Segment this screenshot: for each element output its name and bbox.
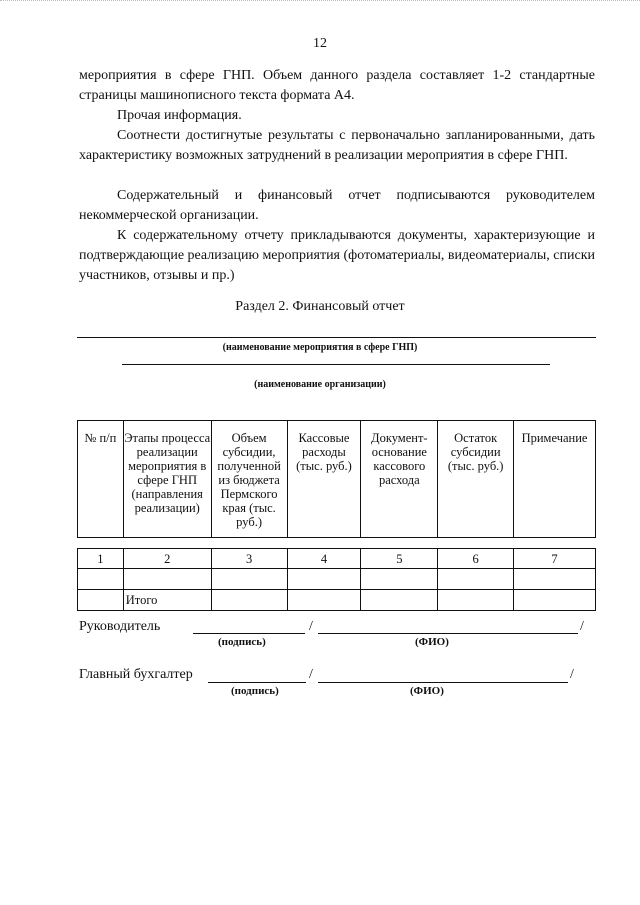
table-header-row: [78, 421, 596, 538]
head-name-line: [318, 633, 578, 634]
column-number-cell: 3: [211, 549, 287, 569]
accountant-name-line: [318, 682, 568, 683]
table-number-row: [78, 549, 596, 569]
header-subsidy: Объем субсидии, полученной из бюджета Пермского края (тыс. руб.): [211, 421, 287, 538]
org-name-line: [122, 364, 550, 365]
accountant-label: Главный бухгалтер: [79, 667, 193, 682]
paragraph-continuation: мероприятия в сфере ГНП. Объем данного раздела составляет 1-2 стандартные страницы машинописного текста формата А4.: [79, 68, 595, 103]
event-name-line: [77, 337, 596, 338]
total-label: Итого: [123, 590, 211, 611]
accountant-signature-line: [208, 682, 306, 683]
column-number-cell: 6: [438, 549, 514, 569]
accountant-end-slash: /: [570, 667, 574, 682]
accountant-signature-caption: (подпись): [231, 685, 279, 697]
head-name-caption: (ФИО): [415, 636, 449, 648]
header-cash-expenses: Кассовые расходы (тыс. руб.): [287, 421, 361, 538]
header-number: № п/п: [78, 421, 124, 538]
paragraph-other-info: Прочая информация.: [117, 108, 242, 123]
head-label: Руководитель: [79, 619, 161, 634]
section-title: Раздел 2. Финансовый отчет: [235, 299, 405, 314]
head-end-slash: /: [580, 619, 584, 634]
head-signature-caption: (подпись): [218, 636, 266, 648]
table-row: [78, 569, 596, 590]
table-total-row: [78, 590, 596, 611]
accountant-name-caption: (ФИО): [410, 685, 444, 697]
head-separator: /: [309, 619, 313, 634]
event-name-caption: (наименование мероприятия в сфере ГНП): [222, 342, 418, 353]
header-balance: Остаток субсидии (тыс. руб.): [438, 421, 514, 538]
header-document: Документ-основание кассового расхода: [361, 421, 438, 538]
column-number-cell: 4: [287, 549, 361, 569]
org-name-caption: (наименование организации): [254, 379, 386, 390]
column-number-cell: 1: [78, 549, 124, 569]
scan-top-edge: [0, 0, 640, 4]
header-stages: Этапы процесса реализации мероприятия в сфере ГНП (направления реализации): [123, 421, 211, 538]
table-spacer-row: [78, 538, 596, 549]
page-number: 12: [313, 36, 327, 51]
head-signature-line: [193, 633, 305, 634]
header-note: Примечание: [514, 421, 596, 538]
column-number-cell: 5: [361, 549, 438, 569]
column-number-cell: 2: [123, 549, 211, 569]
column-number-cell: 7: [514, 549, 596, 569]
financial-report-table: [77, 420, 596, 611]
paragraph-attachments: К содержательному отчету прикладываются документы, характеризующие и подтверждающие реализацию мероприятия (фотоматериалы, видеоматериалы, списки участников, отзывы и пр.): [79, 228, 595, 283]
paragraph-compare-results: Соотнести достигнутые результаты с первоначально запланированными, дать характеристику возможных затруднений в реализации мероприятия в сфере ГНП.: [79, 128, 595, 163]
accountant-separator: /: [309, 667, 313, 682]
paragraph-signing: Содержательный и финансовый отчет подписываются руководителем некоммерческой организации.: [79, 188, 595, 223]
